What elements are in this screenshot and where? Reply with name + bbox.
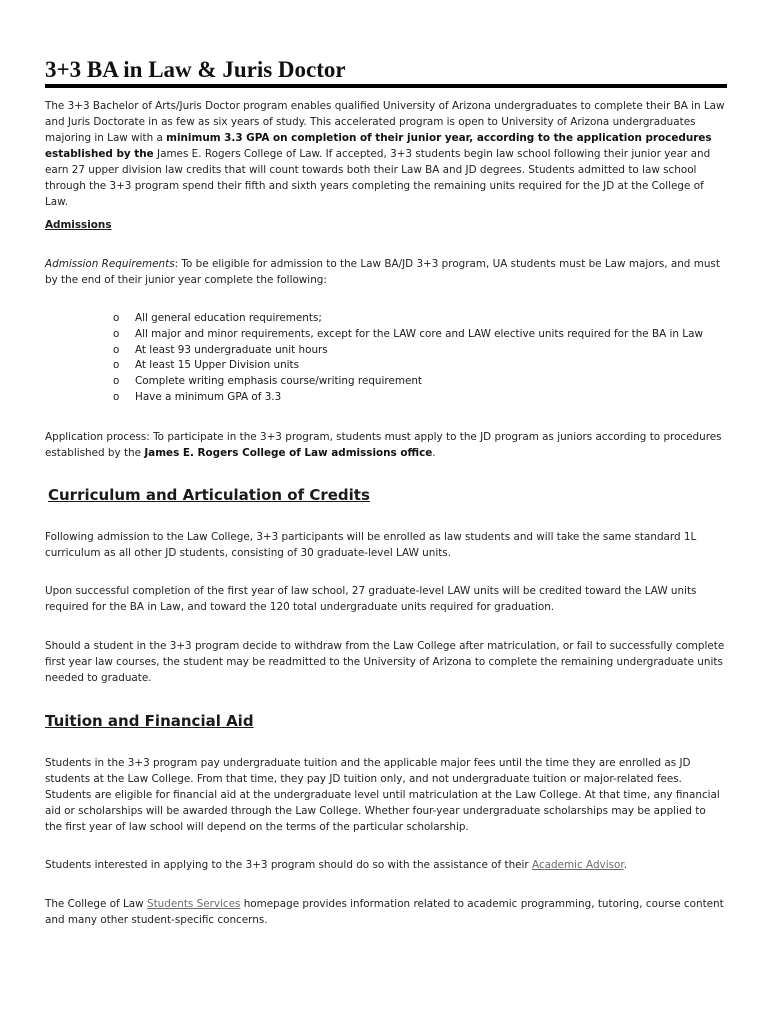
student-services-text-end: homepage provides information related to academic programming, tutoring, course content and many other student-specific concerns. bbox=[45, 898, 724, 926]
advisor-paragraph bbox=[45, 857, 725, 873]
curriculum-paragraph-2: Upon successful completion of the first year of law school, 27 graduate-level LAW units will be credited toward the LAW units required for the BA in Law, and toward the 120 total undergraduate units required for graduation. bbox=[45, 585, 697, 613]
bullet-icon: o bbox=[113, 390, 120, 403]
requirement-text: Complete writing emphasis course/writing requirement bbox=[135, 375, 423, 388]
requirement-text: Have a minimum GPA of 3.3 bbox=[135, 390, 282, 403]
requirements-list bbox=[113, 311, 703, 406]
requirement-text: All general education requirements; bbox=[135, 312, 322, 324]
tuition-paragraph-1: Students in the 3+3 program pay undergraduate tuition and the applicable major fees until the time they are enrolled as JD students at the Law College. From that time, they pay JD tuition only, and not undergraduate tuition or major-related fees. Students are eligible for financial aid at the undergraduate level until matriculation at the Law College. At that time, any financial aid or scholarships will be awarded through the Law College. Whether four-year undergraduate scholarships may be applied to the first year of law school will depend on the terms of the particular scholarship. bbox=[45, 757, 720, 833]
application-process-text: Application process: To participate in the 3+3 program, students must apply to the JD program as juniors according to procedures established by the bbox=[45, 431, 722, 459]
list-item bbox=[113, 311, 703, 327]
page-title: 3+3 BA in Law & Juris Doctor bbox=[45, 57, 346, 82]
academic-advisor-link[interactable]: Academic Advisor bbox=[532, 859, 624, 871]
student-services-text: The College of Law bbox=[45, 898, 147, 910]
application-process-paragraph bbox=[45, 429, 725, 461]
intro-text-2: James E. Rogers College of Law. If accepted, 3+3 students begin law school following their junior year and earn 27 upper division law credits that will count towards both their Law BA and JD degrees. Students admitted to law school through the 3+3 program spend their fifth and sixth years completing the remaining units required for the JD at the College of Law. bbox=[45, 148, 711, 208]
requirement-text: At least 93 undergraduate unit hours bbox=[135, 343, 328, 356]
requirement-text: At least 15 Upper Division units bbox=[135, 359, 300, 372]
list-item bbox=[113, 390, 703, 406]
curriculum-heading: Curriculum and Articulation of Credits bbox=[48, 486, 370, 504]
advisor-text-end: . bbox=[623, 859, 627, 871]
bullet-icon: o bbox=[113, 343, 120, 356]
list-item bbox=[113, 374, 703, 390]
curriculum-paragraph-3: Should a student in the 3+3 program decide to withdraw from the Law College after matriculation, or fail to successfully complete first year law courses, the student may be readmitted to the University of Arizona to complete the remaining undergraduate units needed to graduate. bbox=[45, 640, 725, 684]
list-item bbox=[113, 358, 703, 374]
bullet-icon: o bbox=[113, 359, 120, 372]
admission-requirements-label: Admission Requirements bbox=[45, 258, 175, 270]
bullet-icon: o bbox=[113, 312, 120, 324]
bullet-icon: o bbox=[113, 327, 120, 340]
bullet-icon: o bbox=[113, 375, 120, 388]
student-services-paragraph bbox=[45, 896, 725, 928]
application-process-end: . bbox=[432, 447, 436, 459]
admissions-heading: Admissions bbox=[45, 219, 112, 231]
intro-text-1: The 3+3 Bachelor of Arts/Juris Doctor program enables qualified University of Arizona undergraduates to complete their BA in Law and Juris Doctorate in as few as six years of study. This accelerated program is open to University of Arizona undergraduates majoring in Law with a bbox=[45, 100, 725, 144]
admissions-office-text: James E. Rogers College of Law admissions office bbox=[144, 447, 433, 459]
intro-paragraph bbox=[45, 98, 725, 210]
list-item bbox=[113, 343, 703, 359]
requirement-text: All major and minor requirements, except for the LAW core and LAW elective units required for the BA in Law bbox=[135, 327, 703, 340]
advisor-text: Students interested in applying to the 3+3 program should do so with the assistance of their bbox=[45, 859, 533, 871]
admission-requirements-text: : To be eligible for admission to the Law BA/JD 3+3 program, UA students must be Law majors, and must by the end of their junior year complete the following: bbox=[45, 258, 720, 286]
students-services-link[interactable]: Students Services bbox=[146, 898, 241, 910]
tuition-heading: Tuition and Financial Aid bbox=[45, 712, 254, 730]
intro-bold-text: minimum 3.3 GPA on completion of their junior year, according to the application procedures established by the bbox=[45, 132, 712, 160]
admission-requirements-paragraph bbox=[45, 256, 725, 288]
list-item bbox=[113, 327, 703, 343]
title-divider bbox=[45, 84, 727, 88]
curriculum-paragraph-1: Following admission to the Law College, 3+3 participants will be enrolled as law students and will take the same standard 1L curriculum as all other JD students, consisting of 30 graduate-level LAW units. bbox=[45, 531, 697, 559]
